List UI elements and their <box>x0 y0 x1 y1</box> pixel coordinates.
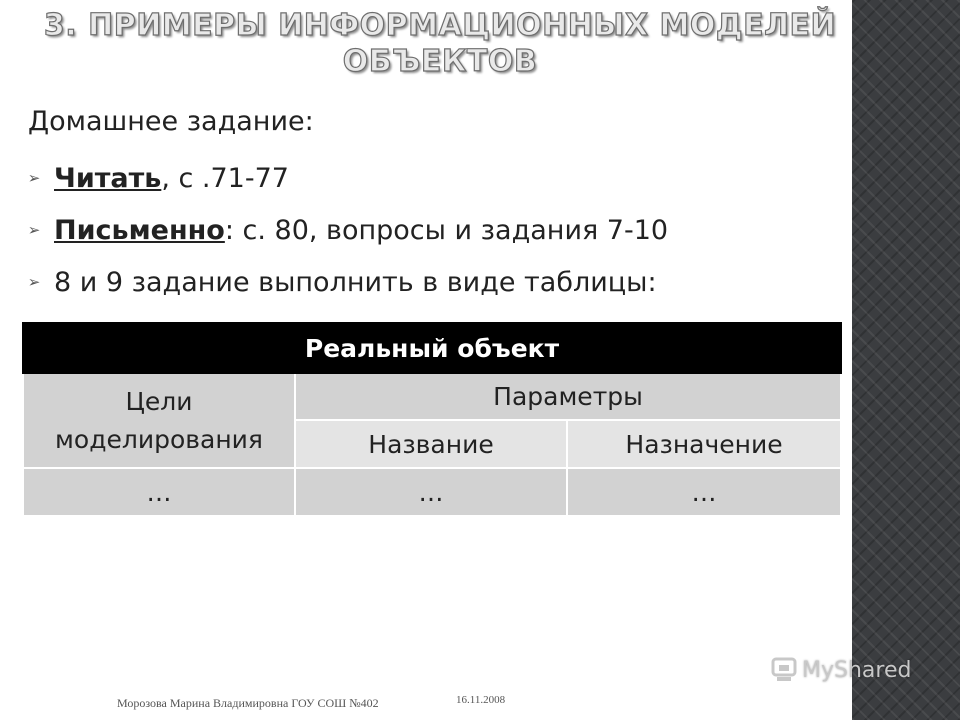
table-cell: … <box>23 468 295 516</box>
purpose-cell: Назначение <box>567 420 841 468</box>
watermark-text: MyShared <box>802 657 912 683</box>
list-item-read <box>24 152 668 204</box>
footer-author: Морозова Марина Владимировна ГОУ СОШ №402 <box>117 696 379 710</box>
table-cell: … <box>567 468 841 516</box>
bullet-text: : с. 80, вопросы и задания 7-10 <box>224 214 669 246</box>
arrow-bullet-icon: ➢ <box>27 169 41 187</box>
modeling-goals-cell: Цели моделирования <box>23 373 295 468</box>
myshared-watermark <box>770 657 911 683</box>
slide-title-line1: 3. ПРИМЕРЫ ИНФОРМАЦИОННЫХ МОДЕЛЕЙ <box>43 8 837 43</box>
arrow-bullet-icon: ➢ <box>27 273 41 291</box>
table-cell: … <box>295 468 567 516</box>
slide-title <box>40 8 840 80</box>
homework-label: Домашнее задание: <box>28 106 314 137</box>
list-item-table-task <box>24 256 668 308</box>
table-header: Реальный объект <box>23 323 841 373</box>
name-cell: Название <box>295 420 567 468</box>
myshared-logo-icon <box>770 657 798 683</box>
bullet-keyword: Читать <box>54 162 162 194</box>
object-model-table <box>22 322 842 517</box>
bullet-keyword: Письменно <box>54 214 225 246</box>
list-item-written <box>24 204 668 256</box>
footer-date: 16.11.2008 <box>456 694 506 706</box>
arrow-bullet-icon: ➢ <box>27 221 41 239</box>
homework-list <box>24 152 668 308</box>
slide-title-line2: ОБЪЕКТОВ <box>342 44 538 79</box>
decorative-side-strip <box>852 0 960 720</box>
bullet-text: 8 и 9 задание выполнить в виде таблицы: <box>54 266 657 298</box>
parameters-cell: Параметры <box>295 373 841 420</box>
bullet-text: , с .71-77 <box>161 162 289 194</box>
